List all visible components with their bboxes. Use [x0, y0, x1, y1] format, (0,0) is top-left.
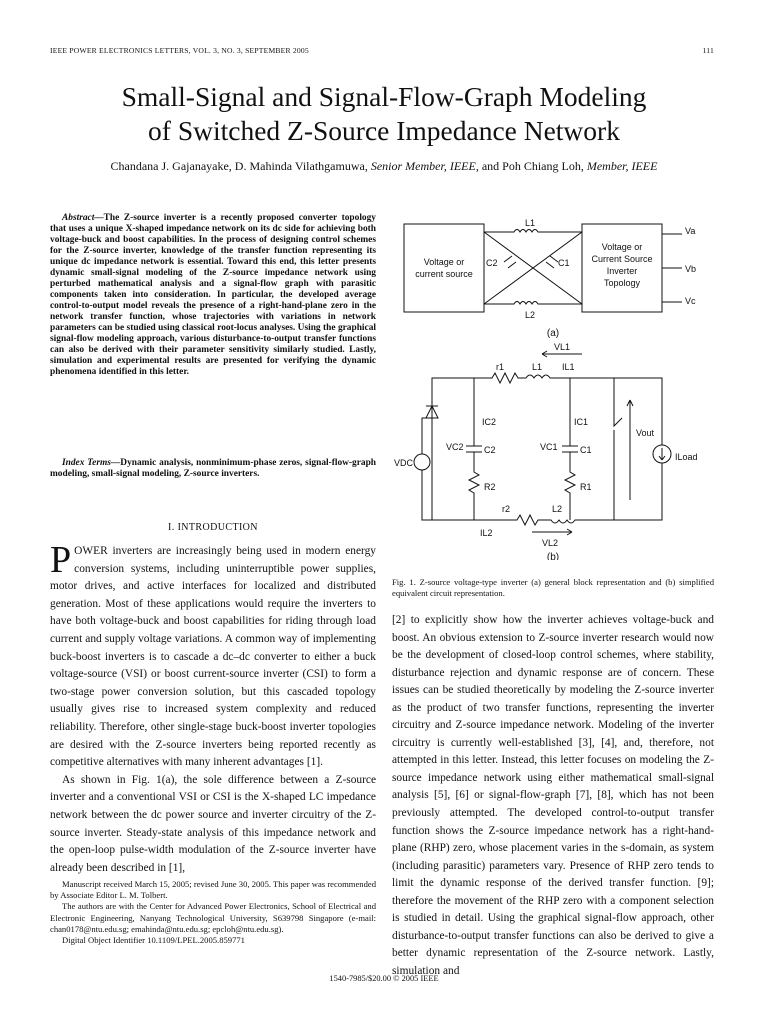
author-line: [30, 159, 738, 174]
label-Va: Va: [685, 226, 696, 236]
index-terms: [50, 458, 376, 480]
abstract-label: Abstract: [62, 213, 95, 223]
label-Vout: Vout: [636, 428, 655, 438]
title-line-2: of Switched Z-Source Impedance Network: [148, 115, 620, 146]
label-C2-a: C2: [486, 258, 498, 268]
label-IC1: IC1: [574, 417, 589, 427]
label-R2: R2: [484, 482, 496, 492]
inductor-L2-a: [484, 302, 582, 305]
figure-1: [392, 210, 714, 560]
label-L2-a: L2: [525, 310, 536, 320]
label-b: (b): [546, 552, 560, 560]
drop-cap: P: [50, 539, 72, 581]
capacitor-C2-a: [504, 256, 516, 268]
label-C1-a: C1: [558, 258, 570, 268]
label-a: (a): [546, 328, 560, 339]
running-header: [50, 46, 714, 55]
label-R1: R1: [580, 482, 592, 492]
abstract-text: —The Z-source inverter is a recently proposed converter topology that uses a unique X-shaped impedance network on its dc side for achieving both voltage-buck and boost capabilities. In the process of designing control schemes for the Z-source inverter, knowledge of the transfer function representing its unique dc impedance network is essential. Toward this end, this letter presents dynamic small-signal modeling of the Z-source impedance network using perturbed mathematical analysis and a signal-flow graph with parasitic components taken into consideration. In particular, the developed average control-to-output model reveals the presence of a right-hand-plane zero in the network transfer function, whose trajectories with variations in network parameters can be studied using classical root-locus analyses. Using the graphical signal-flow modeling approach, various disturbance-to-output transfer functions can also be derived with their parameter sensitivity similarly studied. Lastly, simulation and experimental results are presented for verifying the dynamic phenomena identified in this letter.: [50, 213, 376, 377]
arrow-Vout: [627, 400, 633, 500]
label-C2-b: C2: [484, 445, 496, 455]
abstract: [50, 213, 376, 378]
source-block: [404, 224, 484, 312]
branch-C2-R2: [466, 378, 482, 520]
label-Vb: Vb: [685, 264, 697, 274]
authors-second: , and Poh Chiang Loh,: [475, 159, 587, 173]
right-column-body: [2] to explicitly show how the inverter achieves voltage-buck and boost. An obvious extension to Z-source inverter research would now be the development of closed-loop control schemes, where stability, disturbance rejection and dynamic response are of concern. These issues can be studied theoretically by modeling the Z-source inverter as the product of two transfer functions, representing the inverter circuitry and Z-source impedance network. Modeling of the inverter circuitry is currently well-established [3], [4], and, therefore, not attempted in this letter. Instead, this letter focuses on modeling the Z-source impedance network using either mathematical small-signal analysis [5], [6] or signal-flow-graph [7], [8], which has not been previously attempted. The developed control-to-output transfer function shows the Z-source impedance network has a right-hand-plane (RHP) zero, whose placement varies in the s-domain, as system (including parasitic) parameters vary. Presence of RHP zero tends to limit the dynamic response of the derived transfer function. [9]; therefore the movement of the RHP zero with a component selection is studied in detail. Using the graphical signal-flow approach, other disturbance-to-output transfer functions can also be derived to give a better dynamic representation of the Z-source network. Lastly, simulation and: [392, 614, 714, 977]
inductor-L1-a: [484, 230, 582, 233]
intro-paragraph-1: [50, 539, 376, 772]
label-VDC: VDC: [394, 458, 414, 468]
label-r2: r2: [502, 504, 511, 514]
footnote-affiliation: The authors are with the Center for Advanced Power Electronics, School of Electrical and Electronic Engineering, Nanyang Technological University, S639798 Singapore (e-mail: chan0178@ntu.edu.sg; emahinda@ntu.edu.sg; epcloh@ntu.edu.sg).: [50, 901, 376, 934]
inverter-switch: [614, 378, 622, 520]
copyright-line: 1540-7985/$20.00 © 2005 IEEE: [329, 974, 439, 983]
source-label-1: Voltage or: [423, 257, 465, 267]
label-VC2: VC2: [446, 442, 464, 452]
label-IL2: IL2: [480, 528, 493, 538]
index-terms-label: Index Terms: [62, 458, 111, 468]
inverter-label-3: Inverter: [606, 266, 638, 276]
x-network: [484, 232, 582, 304]
introduction-body: [50, 539, 376, 877]
label-VC1: VC1: [540, 442, 558, 452]
label-L1-b: L1: [532, 362, 543, 372]
section-heading: I. INTRODUCTION: [168, 522, 258, 533]
label-IC2: IC2: [482, 417, 497, 427]
vdc-source: [414, 454, 430, 470]
vdc-wiring: [422, 418, 432, 520]
footnote: [50, 879, 376, 946]
output-phases: [662, 234, 682, 302]
journal-header: IEEE POWER ELECTRONICS LETTERS, VOL. 3, NO. 3, SEPTEMBER 2005: [50, 46, 309, 55]
authors-first: Chandana J. Gajanayake, D. Mahinda Vilathgamuwa,: [110, 159, 371, 173]
label-L2-b: L2: [552, 504, 563, 514]
footnote-doi: Digital Object Identifier 10.1109/LPEL.2005.859771: [62, 935, 245, 946]
label-IL1: IL1: [562, 362, 575, 372]
arrow-VL2: [532, 529, 572, 535]
page-number: 111: [702, 46, 714, 55]
author-role-1: Senior Member, IEEE: [370, 159, 476, 173]
author-role-2: Member, IEEE: [586, 159, 658, 173]
label-VL1: VL1: [554, 342, 571, 352]
label-L1-a: L1: [525, 218, 536, 228]
label-r1: r1: [496, 362, 505, 372]
branch-C1-R1: [562, 378, 578, 520]
circuit-diagram: [392, 210, 714, 560]
index-terms-text: —Dynamic analysis, nonminimum-phase zeros, signal-flow-graph modeling, small-signal modeling, Z-source inverters.: [50, 458, 377, 479]
inverter-label-1: Voltage or: [601, 242, 643, 252]
footnote-received: Manuscript received March 15, 2005; revised June 30, 2005. This paper was recommended by Associate Editor L. M. Tolbert.: [50, 879, 376, 901]
figure-caption: Fig. 1. Z-source voltage-type inverter (a) general block representation and (b) simplified equivalent circuit representation.: [392, 577, 714, 598]
inverter-label-2: Current Source: [591, 254, 653, 264]
label-C1-b: C1: [580, 445, 592, 455]
label-ILoad: ILoad: [675, 452, 698, 462]
title-line-1: Small-Signal and Signal-Flow-Graph Modeling: [121, 81, 647, 112]
label-Vc: Vc: [685, 296, 696, 306]
label-VL2: VL2: [542, 538, 559, 548]
source-label-2: current source: [415, 269, 473, 279]
intro-text-1: OWER inverters are increasingly being used in modern energy conversion systems, including uninterruptible power supplies, motor drives, and active interfaces for localized and distributed generation. Most of these applications would require the inverters to have both voltage-buck and boost capabilities for riding through load current and supply voltage variations. A common way of implementing buck-boost inverters is to cascade a dc–dc converter to either a buck voltage-source (VSI) or boost current-source inverter (CSI) to form a two-stage power conversion solution, but this cascaded topology usually gives rise to increased system complexity and reduced reliability. Therefore, other single-stage buck-boost inverter topologies are desired with the Z-source inverters being reported recently as competitive alternatives with many inherent advantages [1].: [50, 545, 376, 769]
inverter-label-4: Topology: [603, 278, 641, 288]
capacitor-C1-a: [546, 256, 558, 268]
intro-paragraph-2: As shown in Fig. 1(a), the sole difference between a Z-source inverter and a conventional VSI or CSI is the X-shaped LC impedance network between the dc power source and inverter circuitry of the Z-source inverter. Steady-state analysis of this impedance network and the open-loop pulse-width modulation of the Z-source inverter have already been described in [1],: [50, 773, 376, 874]
paper-title: [40, 80, 728, 148]
